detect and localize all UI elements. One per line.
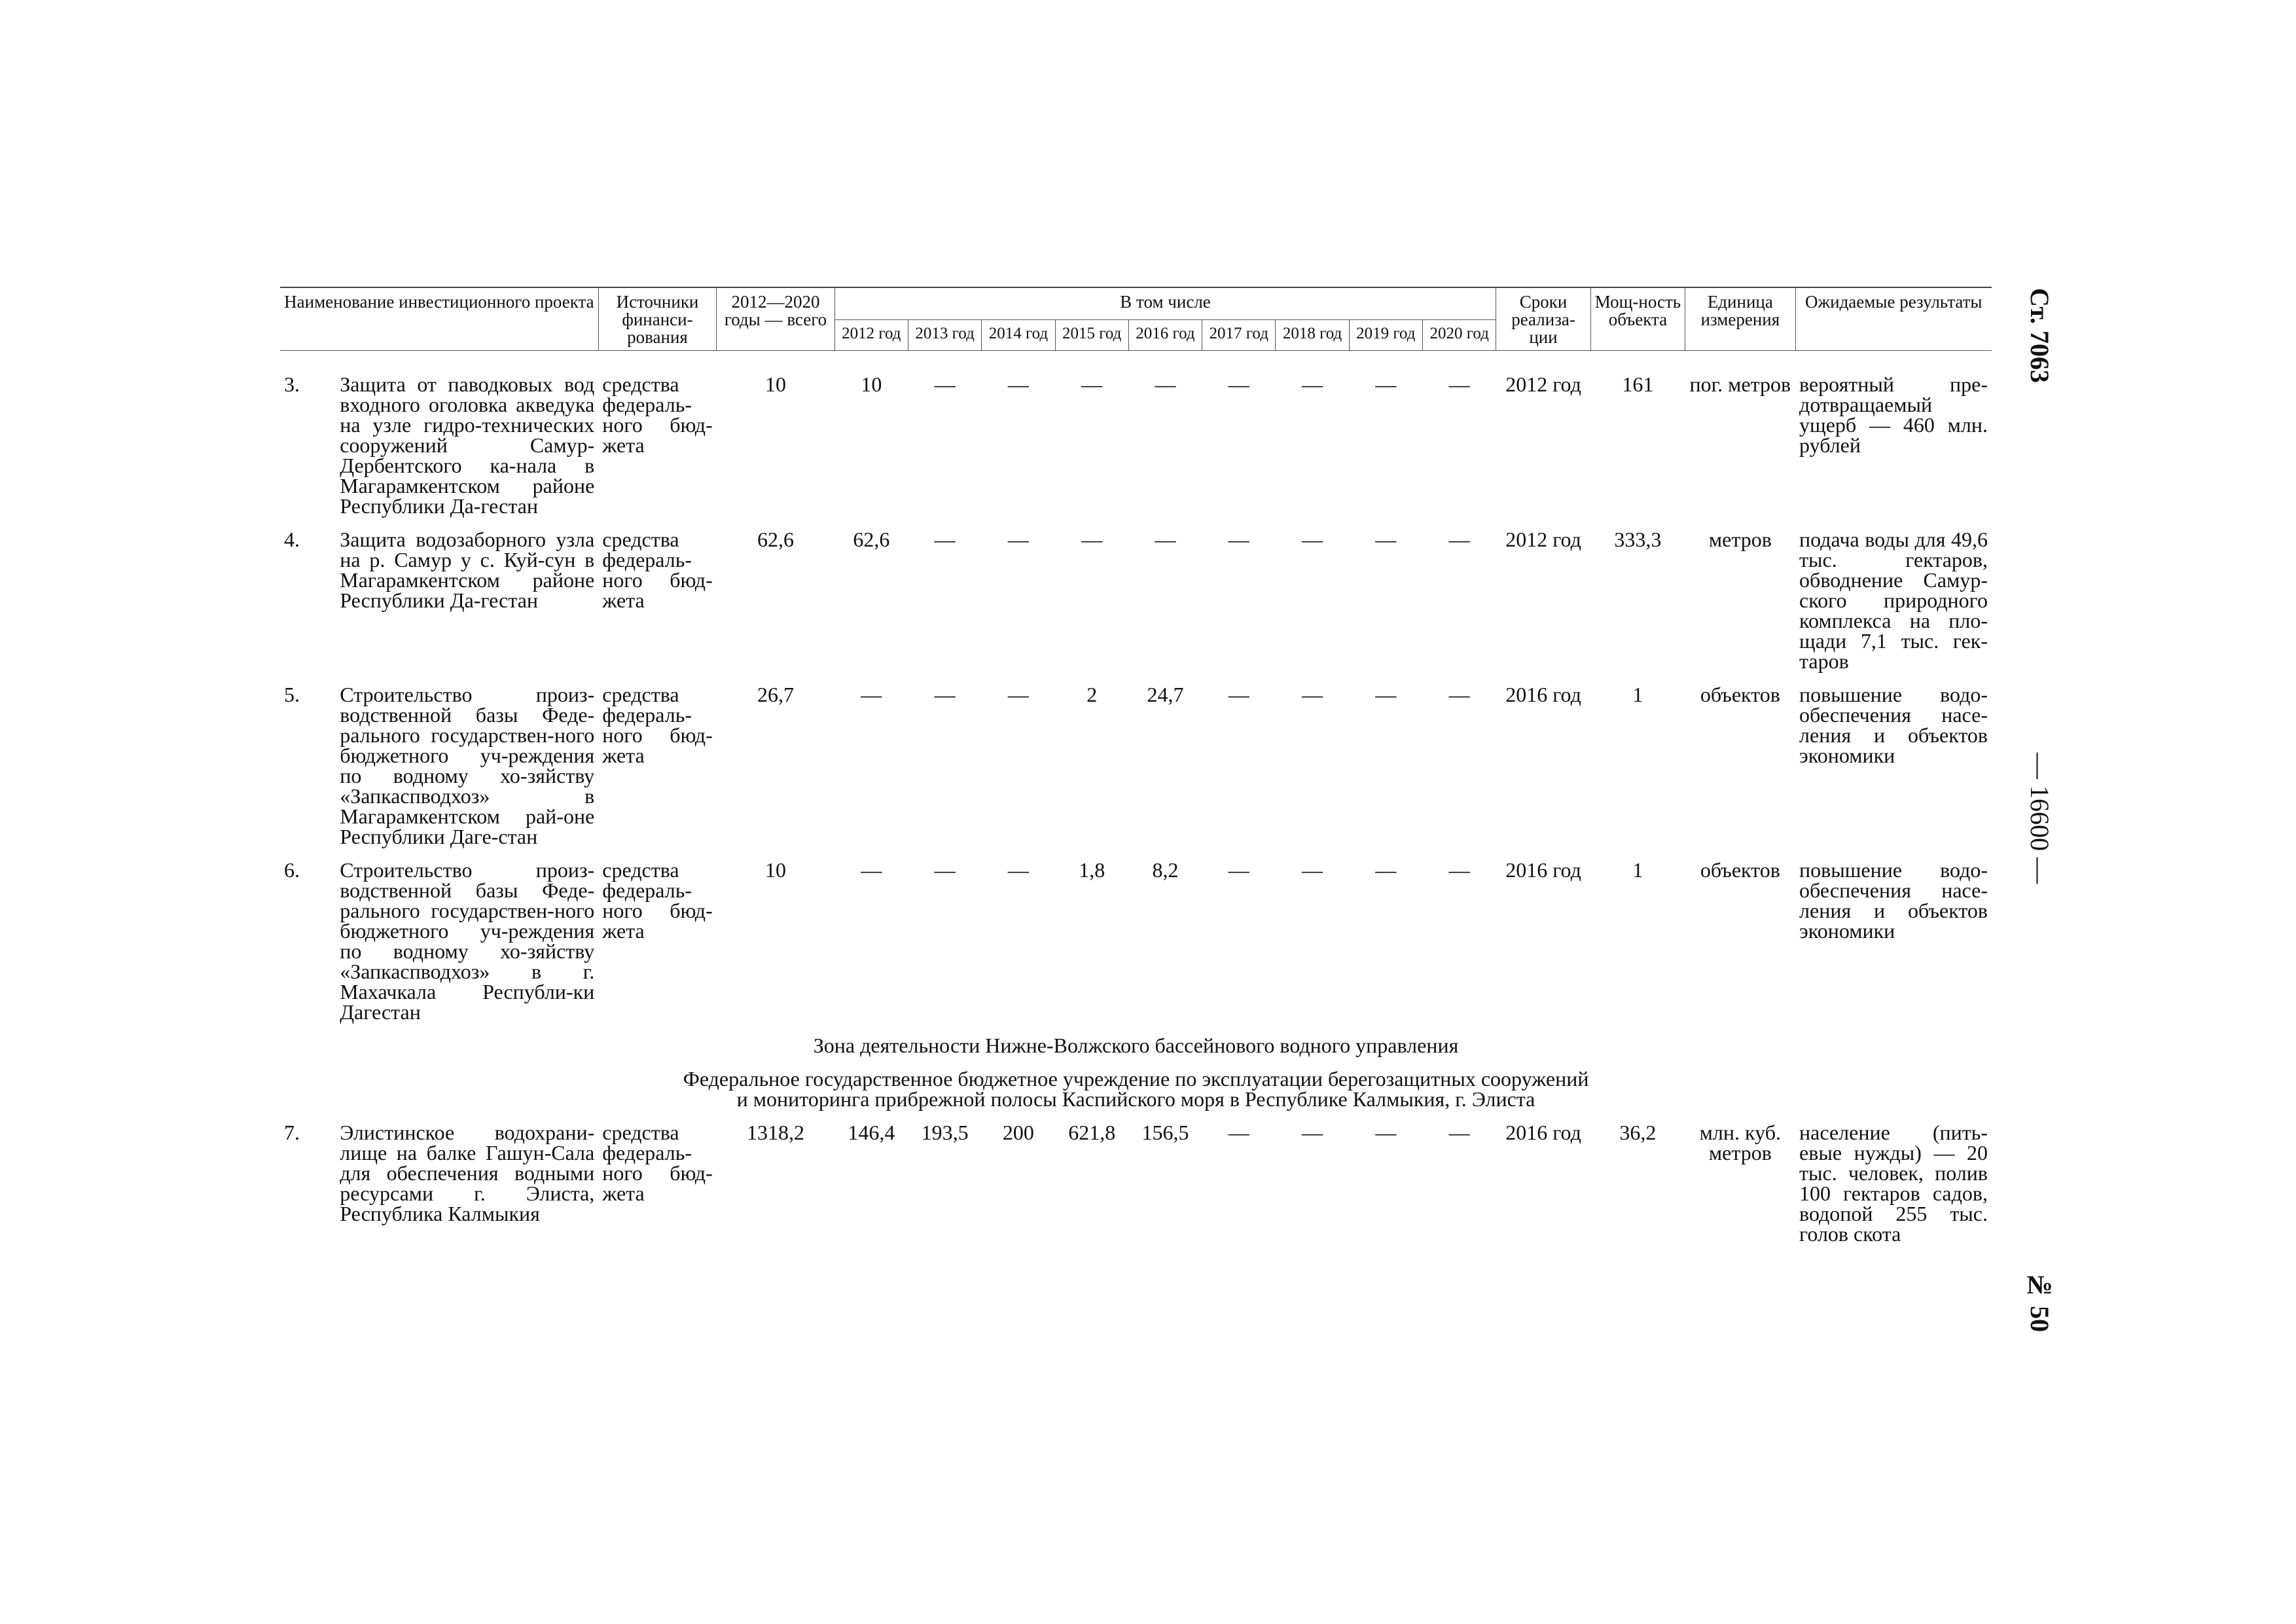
project-name: Строительство произ-водственной базы Феде-рального государствен-ного бюджетного уч-реждения по водному хо-зяйству «Запкаспводхоз» в г. Махачкала Республи-ки Дагестан — [340, 858, 595, 1024]
expected-results: подача воды для 49,6 тыс. гектаров, обводнение Самур-ского природного комплекса на пло-щади 7,1 тыс. гек-таров — [1799, 528, 1988, 673]
expected-results: население (пить-евые нужды) — 20 тыс. человек, полив 100 гектаров садов, водопой 255 тыс. голов скота — [1799, 1121, 1988, 1246]
table-row — [280, 858, 1992, 1034]
year-value: — — [1302, 372, 1323, 396]
year-value: — — [1228, 1121, 1249, 1144]
row-number: 3. — [284, 372, 300, 396]
year-value: — — [1155, 372, 1176, 396]
header-year-2015: 2015 год — [1055, 320, 1128, 351]
unit-value: метров — [1708, 528, 1772, 551]
document-page — [280, 287, 1992, 1255]
table-body — [280, 351, 1992, 1256]
table-row — [280, 528, 1992, 683]
year-value: — — [1007, 528, 1029, 551]
header-year-2017: 2017 год — [1202, 320, 1276, 351]
year-value: — — [1228, 528, 1249, 551]
year-value: — — [934, 372, 956, 396]
year-value: 1,8 — [1079, 858, 1105, 882]
year-value: 8,2 — [1152, 858, 1179, 882]
funding-source: средства федераль-ного бюд-жета — [602, 683, 713, 767]
year-value: — — [1228, 683, 1249, 706]
table-row — [280, 1121, 1992, 1255]
total-value: 10 — [764, 372, 786, 396]
capacity-value: 333,3 — [1614, 528, 1662, 551]
total-value: 26,7 — [757, 683, 794, 706]
header-unit: Единица измерения — [1685, 287, 1795, 351]
page-number: — 16600 — — [2025, 753, 2054, 884]
year-value: — — [1228, 858, 1249, 882]
year-value: — — [934, 528, 956, 551]
year-value: — — [1081, 372, 1103, 396]
year-value: — — [1448, 372, 1470, 396]
row-number: 7. — [284, 1121, 300, 1144]
year-value: — — [1375, 528, 1397, 551]
year-value: — — [1007, 858, 1029, 882]
term-value: 2012 год — [1505, 528, 1581, 551]
organization-heading-line: и мониторинга прибрежной полосы Каспийского моря в Республике Калмыкия, г. Элиста — [736, 1087, 1535, 1111]
header-results: Ожидаемые результаты — [1795, 287, 1992, 351]
year-value: — — [1007, 683, 1029, 706]
unit-value: объектов — [1700, 683, 1780, 706]
project-name: Защита водозаборного узла на р. Самур у с. Куй-сун в Магарамкентском районе Республики Да-гестан — [340, 528, 595, 612]
year-value: — — [1007, 372, 1029, 396]
zone-heading: Зона деятельности Нижне-Волжского бассейнового водного управления — [813, 1034, 1459, 1057]
header-year-2014: 2014 год — [982, 320, 1055, 351]
organization-heading-line: Федеральное государственное бюджетное учреждение по эксплуатации берегозащитных сооружений — [683, 1067, 1589, 1091]
year-value: — — [934, 858, 956, 882]
project-name: Элистинское водохрани-лище на балке Гашун-Сала для обеспечения водными ресурсами г. Элиста, Республика Калмыкия — [340, 1121, 595, 1225]
row-number: 6. — [284, 858, 300, 882]
term-value: 2016 год — [1505, 858, 1581, 882]
header-name: Наименование инвестиционного проекта — [280, 287, 598, 351]
header-source: Источники финанси-рования — [598, 287, 716, 351]
row-number: 4. — [284, 528, 300, 551]
year-value: 10 — [861, 372, 882, 396]
year-value: — — [1155, 528, 1176, 551]
capacity-value: 36,2 — [1619, 1121, 1657, 1144]
table-row — [280, 683, 1992, 858]
funding-source: средства федераль-ного бюд-жета — [602, 528, 713, 612]
year-value: — — [1302, 683, 1323, 706]
total-value: 62,6 — [757, 528, 794, 551]
header-term: Сроки реализа-ции — [1496, 287, 1590, 351]
year-value: — — [1228, 372, 1249, 396]
zone-heading-row — [280, 1034, 1992, 1067]
year-value: 146,4 — [848, 1121, 895, 1144]
term-value: 2016 год — [1505, 683, 1581, 706]
header-capacity: Мощ-ность объекта — [1590, 287, 1685, 351]
capacity-value: 1 — [1632, 683, 1643, 706]
year-value: 156,5 — [1141, 1121, 1189, 1144]
capacity-value: 161 — [1622, 372, 1654, 396]
project-name: Защита от паводковых вод входного оголовка акведука на узле гидро-технических сооружений Самур-Дербентского ка-нала в Магарамкентском районе Республики Да-гестан — [340, 372, 595, 518]
expected-results: повышение водо-обеспечения насе-ления и объектов экономики — [1799, 858, 1988, 943]
header-year-2019: 2019 год — [1349, 320, 1422, 351]
funding-source: средства федераль-ного бюд-жета — [602, 858, 713, 943]
year-value: — — [1302, 858, 1323, 882]
year-value: — — [1302, 528, 1323, 551]
total-value: 1318,2 — [746, 1121, 804, 1144]
year-value: — — [1375, 858, 1397, 882]
unit-value: пог. метров — [1689, 372, 1791, 396]
organization-heading-row — [280, 1067, 1992, 1121]
project-name: Строительство произ-водственной базы Феде-рального государствен-ного бюджетного уч-реждения по водному хо-зяйству «Запкаспводхоз» в Магарамкентском рай-оне Республики Даге-стан — [340, 683, 595, 848]
year-value: — — [1375, 683, 1397, 706]
article-number: Ст. 7063 — [2025, 288, 2054, 383]
expected-results: повышение водо-обеспечения насе-ления и объектов экономики — [1799, 683, 1988, 767]
year-value: — — [1448, 858, 1470, 882]
year-value: — — [861, 683, 882, 706]
year-value: 62,6 — [853, 528, 890, 551]
year-value: — — [1081, 528, 1103, 551]
total-value: 10 — [764, 858, 786, 882]
expected-results: вероятный пре-дотвращаемый ущерб — 460 млн. рублей — [1799, 372, 1988, 457]
year-value: — — [1448, 683, 1470, 706]
header-including: В том числе — [834, 287, 1496, 320]
header-year-2018: 2018 год — [1276, 320, 1349, 351]
investment-table — [280, 287, 1992, 1255]
row-number: 5. — [284, 683, 300, 706]
year-value: — — [1375, 372, 1397, 396]
year-value: 621,8 — [1068, 1121, 1116, 1144]
year-value: — — [1302, 1121, 1323, 1144]
header-year-2012: 2012 год — [834, 320, 908, 351]
capacity-value: 1 — [1632, 858, 1643, 882]
table-row — [280, 351, 1992, 528]
year-value: — — [934, 683, 956, 706]
unit-value: млн. куб. метров — [1699, 1121, 1781, 1164]
header-year-2020: 2020 год — [1422, 320, 1496, 351]
year-value: — — [1375, 1121, 1397, 1144]
funding-source: средства федераль-ного бюд-жета — [602, 1121, 713, 1205]
funding-source: средства федераль-ного бюд-жета — [602, 372, 713, 457]
year-value: 24,7 — [1147, 683, 1184, 706]
year-value: 193,5 — [921, 1121, 969, 1144]
year-value: — — [1448, 1121, 1470, 1144]
organization-heading — [280, 1067, 1992, 1121]
header-year-2013: 2013 год — [908, 320, 981, 351]
table-header — [280, 287, 1992, 351]
issue-number: № 50 — [2025, 1270, 2054, 1332]
year-value: — — [1448, 528, 1470, 551]
year-value: 2 — [1086, 683, 1098, 706]
header-year-2016: 2016 год — [1128, 320, 1202, 351]
header-total: 2012—2020 годы — всего — [717, 287, 834, 351]
term-value: 2012 год — [1505, 372, 1581, 396]
year-value: 200 — [1002, 1121, 1034, 1144]
unit-value: объектов — [1700, 858, 1780, 882]
term-value: 2016 год — [1505, 1121, 1581, 1144]
year-value: — — [861, 858, 882, 882]
